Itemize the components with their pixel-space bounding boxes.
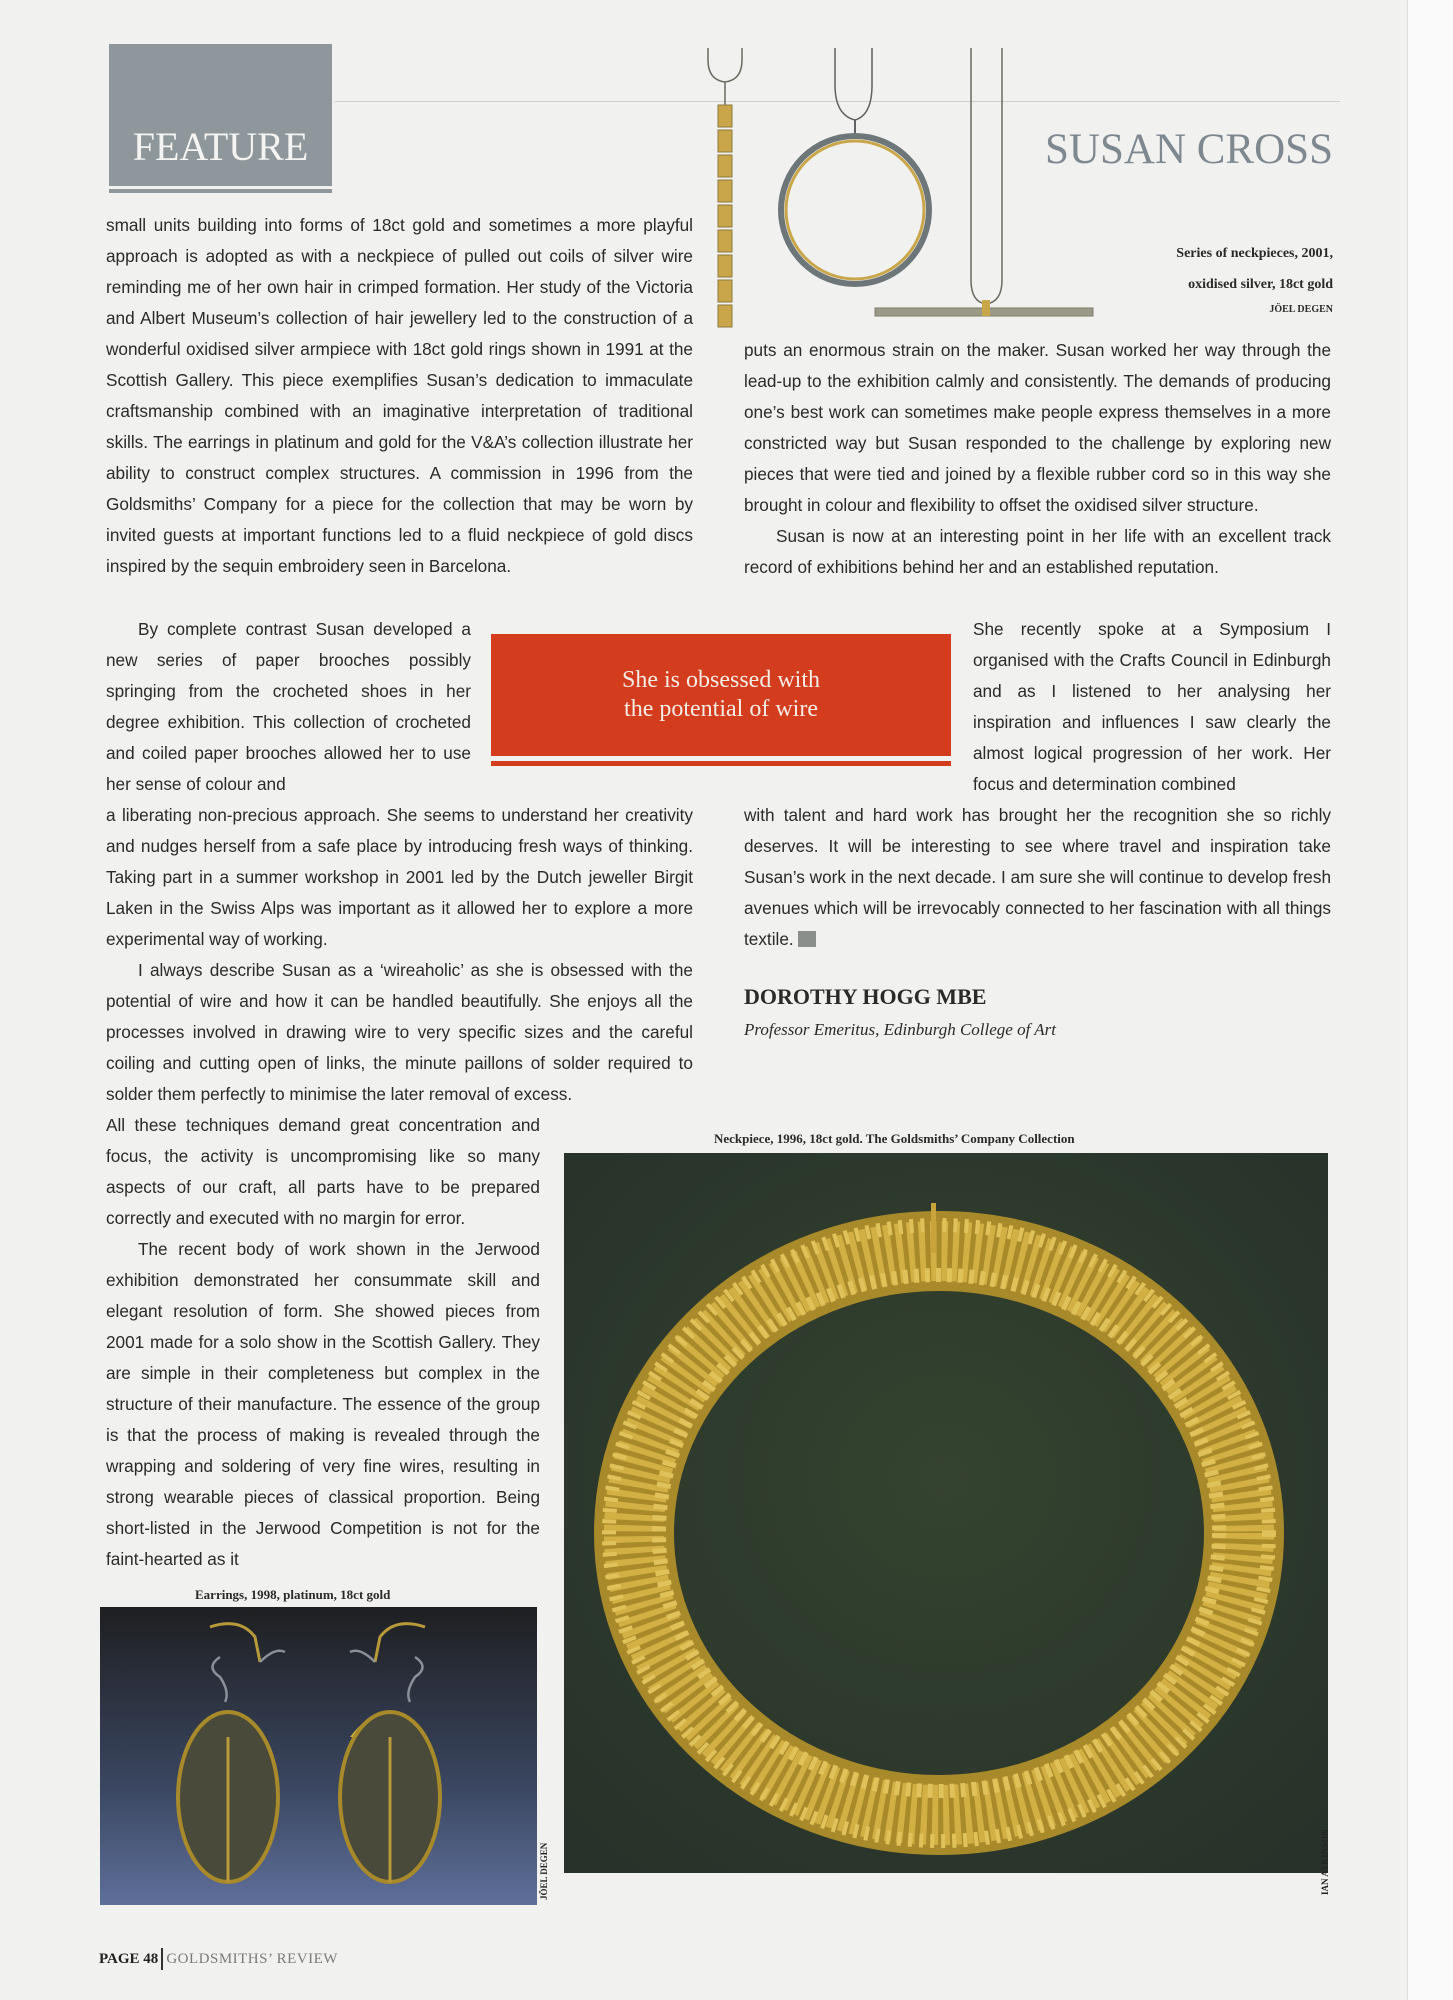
- page-footer: [99, 1948, 338, 1970]
- page-edge: [1407, 0, 1453, 2000]
- pull-quote-rule: [491, 761, 951, 766]
- right-paragraph-1: puts an enormous strain on the maker. Susan worked her way through the lead-up to the exhibition calmly and consistently. The demands of producing one’s best work can sometimes make people express themselves in a more constricted way but Susan responded to the challenge by exploring new pieces that were tied and joined by a flexible rubber cord so in this way she brought in colour and flexibility to offset the oxidised silver structure.: [744, 340, 1331, 515]
- earrings-photo: [100, 1607, 537, 1905]
- section-label-rule: [109, 189, 332, 193]
- ring-neckpiece: [781, 48, 929, 284]
- right-paragraph-2b: She recently spoke at a Symposium I organised with the Crafts Council in Edinburgh and as I listened to her analysing her inspiration and influences I saw clearly the almost logical progression of her work. Her focus and determination combined: [973, 619, 1331, 794]
- neckpiece-caption: Neckpiece, 1996, 18ct gold. The Goldsmiths’ Company Collection: [714, 1131, 1075, 1146]
- right-paragraph-2c-text: with talent and hard work has brought her the recognition she so richly deserves. It will be interesting to see where travel and inspiration take Susan’s work in the next decade. I am sure she will continue to develop fresh avenues which will be irrevocably connected to her fascination with all things textile.: [744, 805, 1331, 949]
- left-paragraph-2b: a liberating non-precious approach. She seems to understand her creativity and nudges herself from a safe place by introducing fresh ways of thinking. Taking part in a summer workshop in 2001 led by the Dutch jeweller Birgit Laken in the Swiss Alps was important as it allowed her to explore a more experimental way of working.: [106, 805, 693, 949]
- left-column-wrap: [106, 614, 471, 800]
- top-photo-credit: JÖEL DEGEN: [1269, 304, 1333, 315]
- left-column-mid: [106, 800, 693, 1110]
- neckpiece-photo: [564, 1153, 1328, 1873]
- top-caption-line1: Series of neckpieces, 2001,: [1176, 246, 1333, 261]
- section-label-block: [109, 44, 332, 186]
- bead-stack: [718, 105, 732, 327]
- top-photo-caption: [1176, 238, 1333, 320]
- gold-disc-neckpiece-image: [564, 1153, 1328, 1873]
- top-caption-line2: oxidised silver, 18ct gold: [1188, 277, 1333, 292]
- left-paragraph-2a: By complete contrast Susan developed a new series of paper brooches possibly springing from the crocheted shoes in her degree exhibition. This collection of crocheted and coiled paper brooches allowed her to use her sense of colour and: [106, 619, 471, 794]
- pull-quote: [491, 634, 951, 756]
- footer-separator: [161, 1948, 163, 1970]
- magazine-name: GOLDSMITHS’ REVIEW: [166, 1950, 338, 1967]
- right-column-wrap: [973, 614, 1331, 800]
- left-paragraph-1: small units building into forms of 18ct gold and sometimes a more playful approach is adopted as with a neckpiece of pulled out coils of silver wire reminding me of her own hair in crimped formation. Her study of the Victoria and Albert Museum’s collection of hair jewellery led to the construction of a wonderful oxidised silver armpiece with 18ct gold rings shown in 1991 at the Scottish Gallery. This piece exemplifies Susan’s dedication to immaculate craftsmanship combined with an imaginative interpretation of traditional skills. The earrings in platinum and gold for the V&A’s collection illustrate her ability to construct complex structures. A commission in 1996 from the Goldsmiths’ Company for a piece for the collection that may be worn by invited guests at important functions led to a fluid neckpiece of gold discs inspired by the sequin embroidery seen in Barcelona.: [106, 215, 693, 576]
- left-paragraph-3b: All these techniques demand great concentration and focus, the activity is uncompromising like so many aspects of our craft, all parts have to be prepared correctly and executed with no margin for error.: [106, 1115, 540, 1228]
- article-title: SUSAN CROSS: [1045, 126, 1333, 173]
- pull-quote-line2: the potential of wire: [624, 696, 818, 722]
- right-paragraph-2a: Susan is now at an interesting point in her life with an excellent track record of exhibitions behind her and an established reputation.: [744, 526, 1331, 577]
- end-of-article-mark: [798, 931, 816, 947]
- earrings-photo-credit: JÖEL DEGEN: [539, 1842, 549, 1900]
- neckpieces-illustration: [690, 40, 1110, 330]
- left-column-bottom: [106, 1110, 540, 1575]
- bar-neckpiece: [875, 48, 1093, 316]
- neckpiece-photo-credit: IAN ATKINSON: [1320, 1829, 1330, 1895]
- right-paragraph-2c: [744, 800, 1331, 955]
- section-label: FEATURE: [132, 124, 309, 169]
- page-number: PAGE 48: [99, 1950, 159, 1967]
- left-paragraph-4: The recent body of work shown in the Jerwood exhibition demonstrated her consummate skill and elegant resolution of form. She showed pieces from 2001 made for a solo show in the Scottish Gallery. They are simple in their completeness but complex in the structure of their manufacture. The essence of the group is that the process of making is revealed through the wrapping and soldering of very fine wires, resulting in strong wearable pieces of classical proportion. Being short-listed in the Jerwood Competition is not for the faint-hearted as it: [106, 1239, 540, 1569]
- left-column-top: [106, 210, 693, 582]
- right-column-bottom: [744, 800, 1331, 955]
- earrings-image: [100, 1607, 537, 1905]
- left-paragraph-3a: I always describe Susan as a ‘wireaholic’ as she is obsessed with the potential of wire and how it can be handled beautifully. She enjoys all the processes involved in drawing wire to very specific sizes and the careful coiling and cutting open of links, the minute paillons of solder required to solder them perfectly to minimise the later removal of excess.: [106, 960, 693, 1104]
- author-name: DOROTHY HOGG MBE: [744, 984, 987, 1009]
- earrings-caption: Earrings, 1998, platinum, 18ct gold: [195, 1587, 391, 1602]
- pull-quote-line1: She is obsessed with: [622, 667, 820, 693]
- right-column-top: [744, 335, 1331, 583]
- bead-neckpiece: [708, 48, 742, 105]
- author-affiliation: Professor Emeritus, Edinburgh College of Art: [744, 1020, 1056, 1039]
